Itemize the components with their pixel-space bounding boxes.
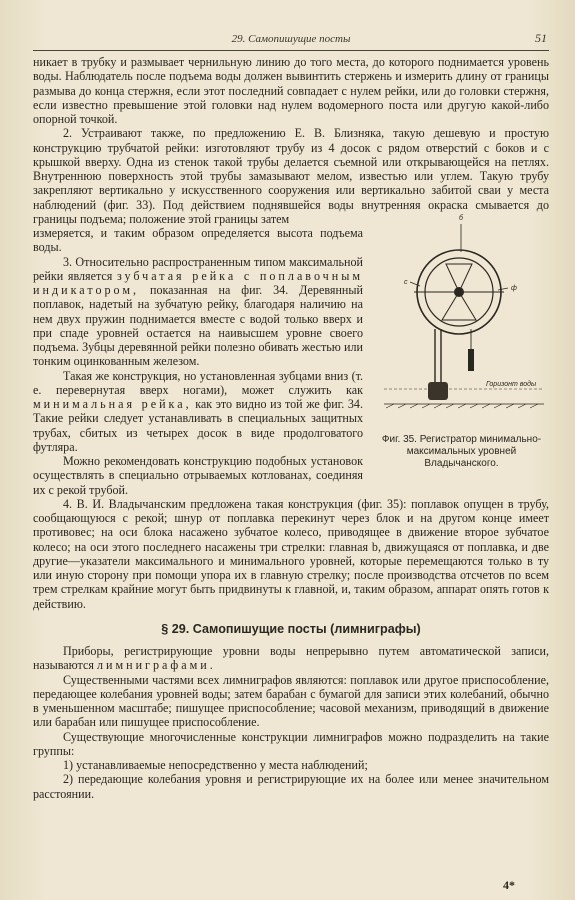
emphasized-term: лимниграфами. [96, 658, 216, 673]
label-b: б [459, 215, 463, 222]
paragraph: никает в трубку и размывает чернильную линию до того места, до которого поднимается уровень воды. Наблюдатель после подъема воды должен вывинтить стержень и измерить длину от границы размыва до конца стержня, если этот последний совпадает с нулем рейки, или до головки стержня, если известно превышение этой головки над нулем водомерного поста или другую какой-либо опорной точкой. [33, 55, 549, 126]
figure-caption: Фиг. 35. Регистратор минимально-максимальных уровней Владычанского. [381, 434, 542, 469]
paragraph [33, 644, 549, 673]
signature-mark: 4* [503, 878, 515, 892]
label-c: с [404, 279, 408, 286]
label-water-horizon: Горизонт воды [486, 381, 537, 388]
list-item: 1) устанавливаемые непосредственно у места наблюдений; [63, 758, 368, 772]
paragraph: Существующие многочисленные конструкции лимниграфов можно подразделить на такие группы: [33, 729, 549, 758]
label-d: ф [511, 285, 517, 292]
list-item: 2) передающие колебания уровня и регистрирующие их на более или менее значительном расстоянии. [33, 772, 549, 801]
text-run: показанная на фиг. 34. Деревянный поплавок, надетый на зубчатую рейку, благодаря наличию на нем двух пружин поднимается вместе с водой только вверх и при спаде уровней остается на наивысшем уровне своего подъема. Зубцы деревянной рейки полезно обивать жестью или тонким оцинкованным железом. [33, 283, 363, 369]
figure-35 [374, 204, 549, 479]
text-run: 3. Относительно распространенным типом максимальной рейки является [33, 254, 363, 283]
wrapped-text-column [33, 226, 363, 497]
paragraph: 2. Устраивают также, по предложению Е. В. Близняка, такую дешевую и простую конструкцию трубчатой рейки: изготовляют трубу из 4 досок с рядом отверстий с боков и с крышкой вверху. Одна из стенок такой трубы делается съемной или открывающейся на петлях. Внутреннюю поверхность этой трубы замазывают мелом, известью или углем. Такую трубу закрепляют вертикально у искусственного сооружения или вертикально забитой сваи у места наблюдений (фиг. 33). Под действием поднявшейся воды внутренняя окраска смывается до границы подъема; положение этой границы затем [33, 126, 549, 226]
text-run: как это видно из той же фиг. 34. Такие рейки следует устанавливать в специальных защитных трубах, сбитых из четырех досок в виде продолговатого футляра. [33, 397, 363, 454]
paragraph: Можно рекомендовать конструкцию подобных установок осуществлять в специально отрываемых котлованах, соединяя их с рекой трубой. [33, 454, 363, 497]
paragraph [33, 255, 363, 369]
figure-wrap-zone [33, 215, 549, 497]
emphasized-term: минимальная рейка, [33, 397, 192, 411]
running-header [33, 30, 549, 51]
emphasized-term: зубчатая рейка с поплавочным индикатором, [33, 268, 364, 297]
registrar-illustration [374, 204, 549, 434]
page-body [33, 55, 549, 801]
section-heading: § 29. Самопишущие посты (лимниграфы) [161, 621, 421, 636]
paragraph: 4. В. И. Владычанским предложена такая конструкция (фиг. 35): поплавок опущен в трубу, сообщающуюся с рекой; шнур от поплавка перекинут через блок и на другом конце имеет противовес; на оси блока насажено зубчатое колесо, приводящее в движение второе зубчатое колесо; на оси этого последнего насажены три стрелки: главная b, движущаяся от поплавка, и две другие—указатели максимального и минимального уровней, которые перемещаются только в ту или иную сторону при помощи упора их в главную стрелку; после производства отсчетов по всем трем стрелкам крайние могут быть придвинуты к главной, и, таким образом, аппарат опять готов к действию. [33, 496, 549, 611]
page-number: 51 [535, 31, 547, 45]
text-run: Такая же конструкция, но установленная зубцами вниз (т. е. перевернутая вверх ногами), может служить как [33, 368, 363, 397]
paragraph: измеряется, и таким образом определяется высота подъема воды. [33, 226, 363, 255]
running-title: 29. Самопишущие посты [231, 33, 351, 45]
paragraph: Существенными частями всех лимниграфов являются: поплавок или другое приспособление, передающее колебания уровней воды; затем барабан с бумагой для записи этих колебаний, обычно в уменьшенном масштабе; пишущее приспособление; часовой механизм, приводящий в движение или барабан или пишущее приспособление. [33, 672, 549, 730]
paragraph [33, 369, 363, 455]
text-run: Приборы, регистрирующие уровни воды непрерывно путем автоматической записи, называются [33, 644, 549, 673]
